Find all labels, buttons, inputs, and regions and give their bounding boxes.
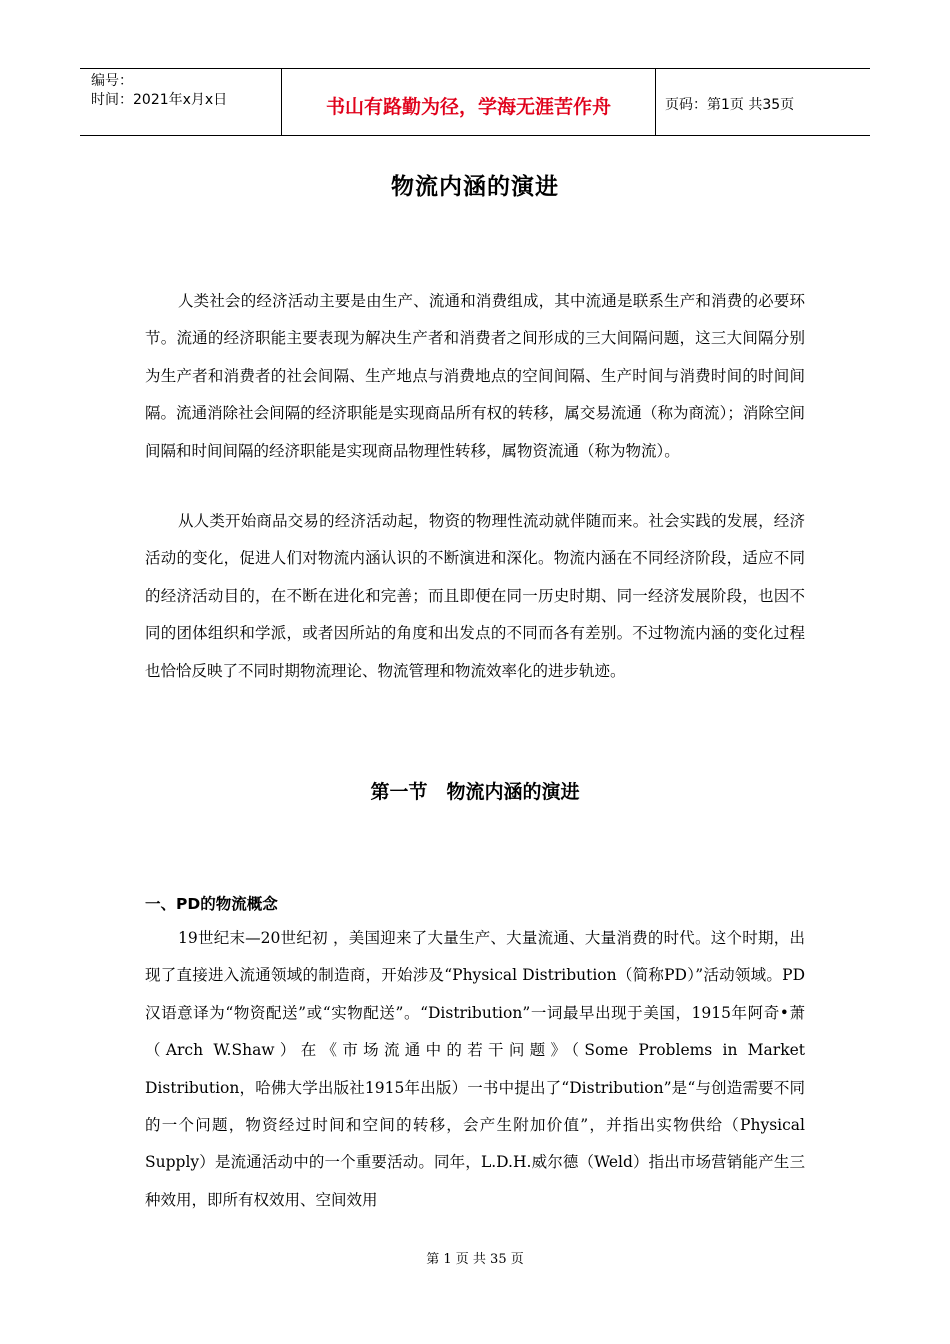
subsection-paragraph: 19世纪末—20世纪初 ，美国迎来了大量生产、大量流通、大量消费的时代。这个时期，出现了直接进入流通领域的制造商，开始涉及“Physical Distribution（简称PD）”活动领域。PD汉语意译为“物资配送”或“实物配送”。“Distribution”一词最早出现于美国，1915年阿奇•萧（Arch W.Shaw）在《市场流通中的若干问题》（Some Problems in Market Distribution，哈佛大学出版社1915年出版）一书中提出了“Distribution”是“与创造需要不同的一个问题，物资经过时间和空间的转移，会产生附加价值”，并指出实物供给（Physical Supply）是流通活动中的一个重要活动。同年，L.D.H.威尔德（Weld）指出市场营销能产生三种效用，即所有权效用、空间效用 <box>145 929 805 1209</box>
header-page-info: 页码：第1页 共35页 <box>665 97 795 113</box>
intro-paragraph-1: 人类社会的经济活动主要是由生产、流通和消费组成，其中流通是联系生产和消费的必要环节。流通的经济职能主要表现为解决生产者和消费者之间形成的三大间隔问题，这三大间隔分别为生产者和消费者的社会间隔、生产地点与消费地点的空间间隔、生产时间与消费时间的时间间隔。流通消除社会间隔的经济职能是实现商品所有权的转移，属交易流通（称为商流）；消除空间间隔和时间间隔的经济职能是实现商品物理性转移，属物资流通（称为物流）。 <box>145 292 805 460</box>
subsection-title: 一、PD的物流概念 <box>145 895 278 913</box>
header-table <box>80 68 870 136</box>
document-title: 物流内涵的演进 <box>391 174 559 200</box>
section-title: 第一节 物流内涵的演进 <box>370 781 580 803</box>
document-date: 时间：2021年x月x日 <box>91 92 228 108</box>
page-footer: 第 1 页 共 35 页 <box>426 1252 524 1267</box>
intro-paragraph-2: 从人类开始商品交易的经济活动起，物资的物理性流动就伴随而来。社会实践的发展，经济活动的变化，促进人们对物流内涵认识的不断演进和深化。物流内涵在不同经济阶段，适应不同的经济活动目的，在不断在进化和完善；而且即便在同一历史时期、同一经济发展阶段，也因不同的团体组织和学派，或者因所站的角度和出发点的不同而各有差别。不过物流内涵的变化过程也恰恰反映了不同时期物流理论、物流管理和物流效率化的进步轨迹。 <box>145 512 805 680</box>
document-number-label: 编号： <box>91 73 133 89</box>
header-motto-cell <box>282 69 656 135</box>
header-motto: 书山有路勤为径，学海无涯苦作舟 <box>325 95 611 118</box>
header-left-cell <box>80 69 282 135</box>
header-page-cell <box>656 69 870 135</box>
